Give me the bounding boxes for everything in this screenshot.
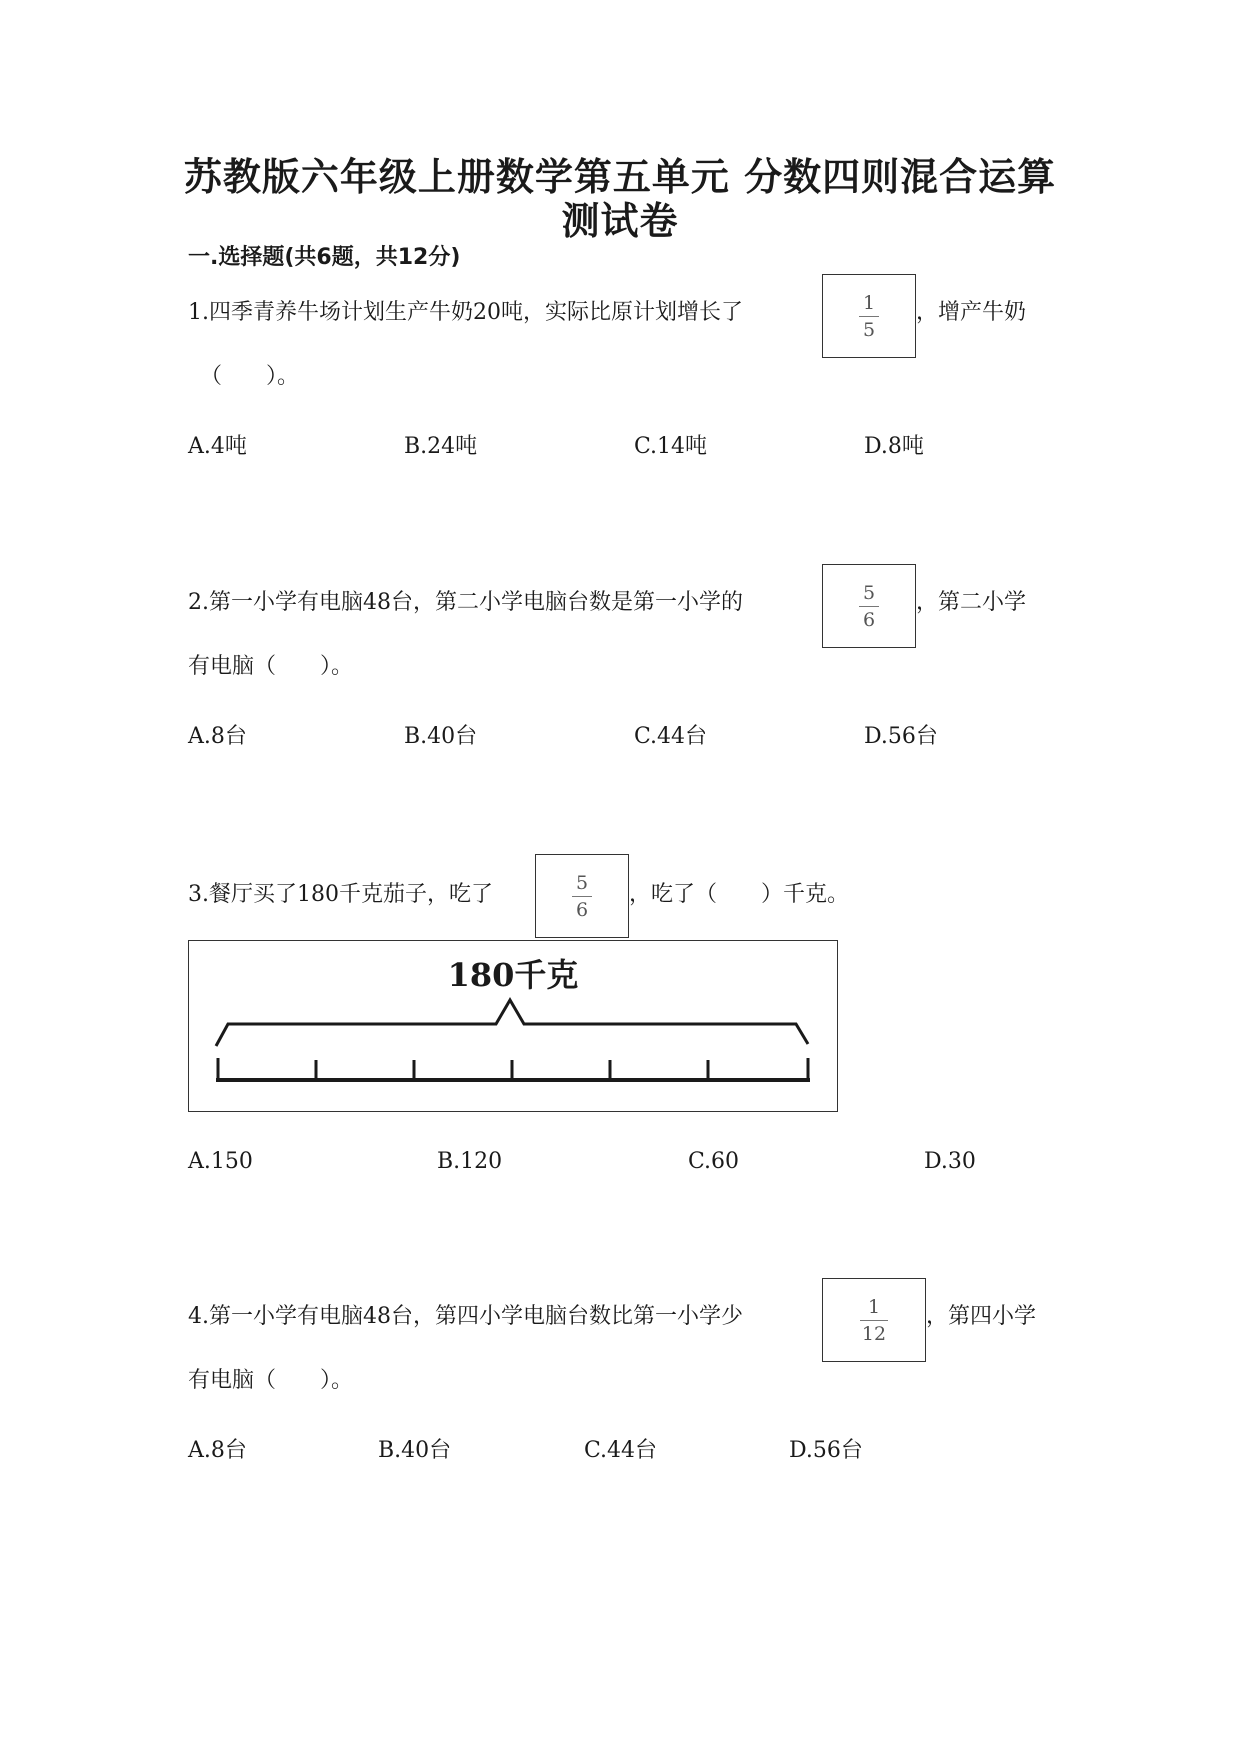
question-4-option-c: C.44台 [584,1438,658,1463]
section-heading: 一.选择题(共6题，共12分) [188,245,461,270]
question-3-option-a: A.150 [188,1149,253,1174]
question-4-option-d: D.56台 [789,1438,863,1463]
fraction [860,1296,888,1345]
fraction-numerator: 1 [867,1295,881,1318]
fraction-denominator: 6 [862,608,876,631]
fraction [572,872,592,921]
question-1-text-after: ，增产牛奶 [916,300,1027,325]
segment-diagram-svg [188,940,838,1112]
question-4-text: 4.第一小学有电脑48台，第四小学电脑台数比第一小学少 [188,1304,743,1329]
question-1-blank-line: （ ）。 [200,364,300,389]
question-1-fraction-image [822,274,916,358]
question-1-option-b: B.24吨 [404,434,478,459]
fraction-denominator: 6 [575,898,589,921]
question-2-text: 2.第一小学有电脑48台，第二小学电脑台数是第一小学的 [188,590,743,615]
question-2-option-d: D.56台 [864,724,938,749]
question-3-fraction-image [535,854,629,938]
fraction [859,582,879,631]
fraction-denominator: 12 [861,1322,887,1345]
document-title-line2: 测试卷 [561,199,679,243]
question-3-text: 3.餐厅买了180千克茄子，吃了 [188,882,493,907]
question-1-option-d: D.8吨 [864,434,924,459]
fraction-bar [859,316,879,317]
fraction-numerator: 5 [575,871,589,894]
fraction-bar [859,606,879,607]
question-4-text-after: ，第四小学 [926,1304,1037,1329]
question-2-line2: 有电脑（ ）。 [188,654,354,679]
question-3-text-after: ，吃了（ ）千克。 [629,882,850,907]
question-4-option-a: A.8台 [188,1438,247,1463]
question-2-option-a: A.8台 [188,724,247,749]
question-1-option-a: A.4吨 [188,434,247,459]
fraction-bar [860,1320,888,1321]
question-3-option-b: B.120 [437,1149,503,1174]
question-2-option-b: B.40台 [404,724,478,749]
question-2-text-after: ，第二小学 [916,590,1027,615]
question-3-option-c: C.60 [688,1149,740,1174]
question-4-line2: 有电脑（ ）。 [188,1368,354,1393]
question-3-option-d: D.30 [924,1149,976,1174]
brace [216,1000,808,1046]
question-1-option-c: C.14吨 [634,434,708,459]
question-2-option-c: C.44台 [634,724,708,749]
document-title-line1: 苏教版六年级上册数学第五单元 分数四则混合运算 [183,155,1057,199]
fraction [859,292,879,341]
question-1-text: 1.四季青养牛场计划生产牛奶20吨，实际比原计划增长了 [188,300,743,325]
fraction-denominator: 5 [862,318,876,341]
question-4-option-b: B.40台 [378,1438,452,1463]
question-4-fraction-image [822,1278,926,1362]
diagram-total-label: 180千克 [447,955,578,994]
fraction-numerator: 5 [862,581,876,604]
fraction-numerator: 1 [862,291,876,314]
fraction-bar [572,896,592,897]
segment-diagram [188,940,838,1112]
question-2-fraction-image [822,564,916,648]
